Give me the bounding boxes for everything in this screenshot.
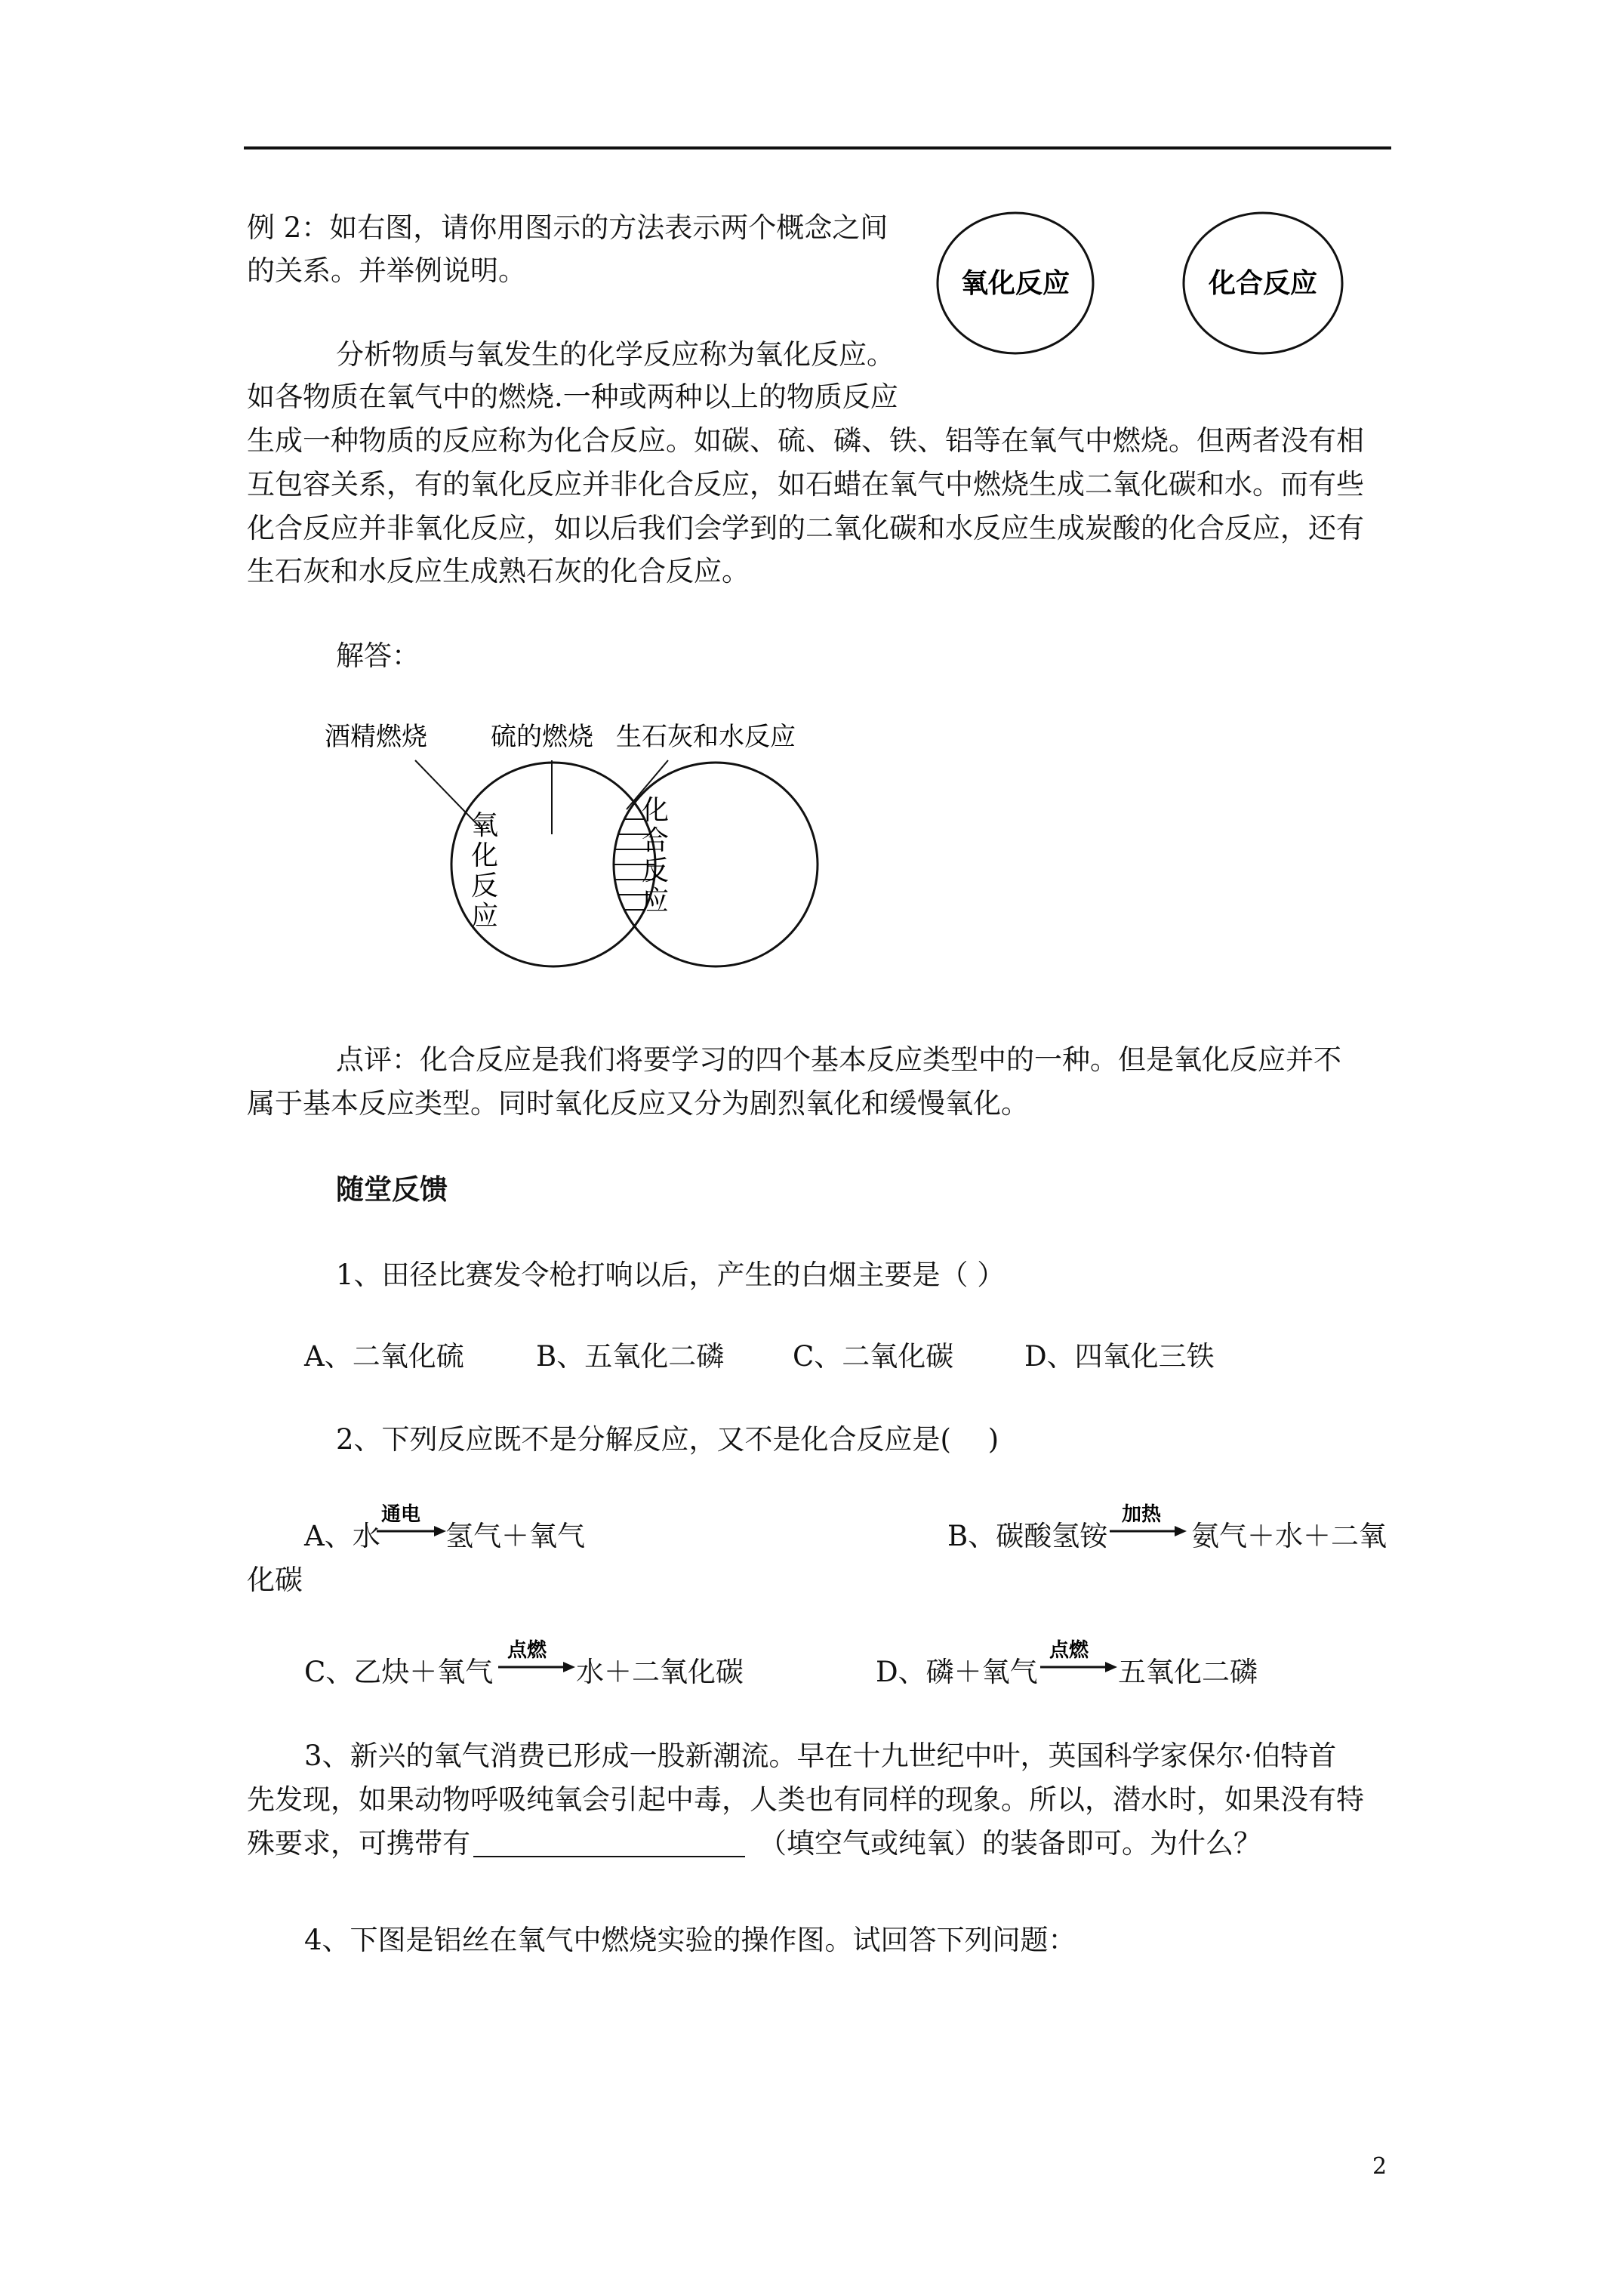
q2-a-arrow (375, 1501, 448, 1546)
q2-d-condition: 点燃 (1049, 1639, 1089, 1662)
q3-line3-after: （填空气或纯氧）的装备即可。为什么？ (759, 1827, 1261, 1860)
venn-label-lime: 生石灰和水反应 (616, 722, 796, 752)
analysis-line2: 如各物质在氧气中的燃烧.一种或两种以上的物质反应 (247, 381, 898, 413)
q2-option-a-prefix: A、水 (304, 1520, 380, 1552)
analysis-line5: 化合反应并非氧化反应，如以后我们会学到的二氧化碳和水反应生成炭酸的化合反应，还有 (247, 512, 1364, 544)
q2-option-b-wrap: 化碳 (247, 1564, 303, 1596)
venn-left-char-1: 氧 (470, 810, 499, 841)
q4-stem: 4、下图是铝丝在氧气中燃烧实验的操作图。试回答下列问题： (304, 1924, 1076, 1956)
venn-label-alcohol: 酒精燃烧 (325, 722, 427, 752)
analysis-line1: 分析物质与氧发生的化学反应称为氧化反应。 (336, 338, 895, 371)
q2-option-b-product: 氨气＋水＋二氧 (1191, 1520, 1387, 1552)
q2-d-arrow (1039, 1637, 1119, 1682)
comment-line2: 属于基本反应类型。同时氧化反应又分为剧烈氧化和缓慢氧化。 (247, 1087, 1029, 1120)
venn-left-char-4: 应 (470, 901, 499, 932)
q2-b-arrow (1108, 1501, 1188, 1546)
analysis-line6: 生石灰和水反应生成熟石灰的化合反应。 (247, 555, 750, 587)
example2-question-line1: 例 2：如右图，请你用图示的方法表示两个概念之间 (247, 211, 888, 244)
q2-option-c-prefix: C、乙炔＋氧气 (304, 1656, 494, 1688)
q3-answer-blank[interactable] (473, 1830, 745, 1857)
answer-label: 解答： (336, 639, 420, 672)
venn-right-char-4: 应 (641, 886, 670, 917)
analysis-line3: 生成一种物质的反应称为化合反应。如碳、硫、磷、铁、铝等在氧气中燃烧。但两者没有相 (247, 424, 1364, 457)
q3-line3-before: 殊要求，可携带有 (247, 1827, 470, 1860)
comment-line1: 点评：化合反应是我们将要学习的四个基本反应类型中的一种。但是氧化反应并不 (336, 1043, 1341, 1076)
q1-option-c: C、二氧化碳 (793, 1340, 954, 1373)
q2-a-condition: 通电 (381, 1503, 421, 1526)
concept-circles-figure (917, 202, 1370, 376)
combination-circle-label: 化合反应 (1208, 268, 1318, 299)
q2-c-condition: 点燃 (507, 1639, 547, 1662)
q1-stem: 1、田径比赛发令枪打响以后，产生的白烟主要是（ ） (336, 1259, 1006, 1291)
q3-line2: 先发现，如果动物呼吸纯氧会引起中毒，人类也有同样的现象。所以，潜水时，如果没有特 (247, 1783, 1364, 1816)
q1-option-b: B、五氧化二磷 (536, 1340, 725, 1373)
q2-option-d-product: 五氧化二磷 (1118, 1656, 1258, 1688)
example2-question-line2: 的关系。并举例说明。 (247, 254, 526, 287)
venn-left-char-3: 反 (470, 871, 499, 901)
q2-option-c-product: 水＋二氧化碳 (576, 1656, 744, 1688)
q2-option-d-prefix: D、磷＋氧气 (876, 1656, 1038, 1688)
oxidation-circle-label: 氧化反应 (960, 268, 1070, 299)
page-number: 2 (1372, 2153, 1387, 2180)
q2-c-arrow (497, 1637, 577, 1682)
analysis-line4: 互包容关系，有的氧化反应并非化合反应，如石蜡在氧气中燃烧生成二氧化碳和水。而有些 (247, 468, 1364, 501)
header-rule (244, 146, 1391, 149)
q2-stem: 2、下列反应既不是分解反应，又不是化合反应是( ) (336, 1423, 999, 1456)
venn-right-char-3: 反 (641, 855, 670, 886)
q3-line1: 3、新兴的氧气消费已形成一股新潮流。早在十九世纪中叶，英国科学家保尔·伯特首 (304, 1740, 1337, 1772)
feedback-title: 随堂反馈 (336, 1173, 448, 1206)
venn-left-char-2: 化 (470, 840, 499, 871)
q3-line3 (247, 1827, 1261, 1860)
q2-b-condition: 加热 (1122, 1503, 1162, 1526)
venn-right-char-1: 化 (641, 795, 670, 826)
q2-option-a-product: 氢气＋氧气 (445, 1520, 585, 1552)
q1-option-d: D、四氧化三铁 (1024, 1340, 1215, 1373)
venn-diagram (317, 713, 861, 974)
venn-label-sulfur: 硫的燃烧 (491, 722, 593, 752)
q2-option-b-prefix: B、碳酸氢铵 (947, 1520, 1108, 1552)
venn-right-char-2: 合 (641, 825, 670, 856)
q1-option-a: A、二氧化硫 (304, 1340, 464, 1373)
